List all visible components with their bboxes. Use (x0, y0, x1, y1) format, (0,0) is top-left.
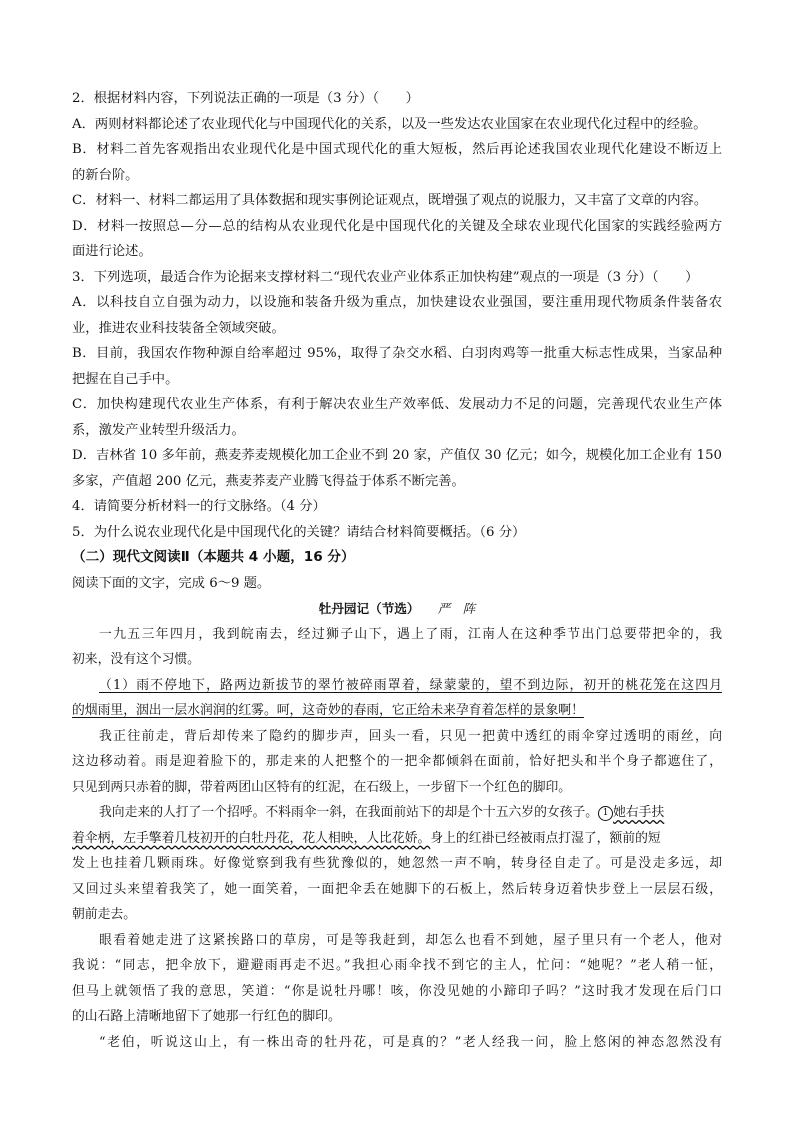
section-instruction: 阅读下面的文字，完成 6～9 题。 (72, 575, 271, 591)
paragraph-4-line: 又回过头来望着我笑了，她一面笑着，一面把伞丢在她脚下的石板上，然后转身迈着快步登上一层层石级， (72, 881, 722, 897)
question-3-option-c: C．加快构建现代农业生产体系，有利于解决农业生产效率低、发展动力不足的问题，完善现代农业生产体 (72, 397, 722, 412)
question-3-option-b-cont: 把握在自己手中。 (72, 371, 179, 387)
underlined-sentence: （1）雨不停地下，路两边新拔节的翠竹被碎雨罩着，绿蒙蒙的，望不到边际，初开的桃花笼在这四月 (99, 677, 722, 693)
paragraph-4-line (72, 826, 722, 852)
question-2-option-a: A．两则材料都论述了农业现代化与中国现代化的关系，以及一些发达农业国家在农业现代化过程中的经验。 (72, 116, 707, 132)
question-3-stem: 3．下列选项，最适合作为论据来支撑材料二“现代农业产业体系正加快构建”观点的一项是（3 分）（ ） (72, 269, 699, 285)
paragraph-4-text: 我向走来的人打了一个招呼。不料雨伞一斜，在我面前站下的却是个十五六岁的女孩子。 (99, 805, 599, 820)
question-3-option-d-cont: 多家，产值超 200 亿元，燕麦荞麦产业腾飞得益于体系不断完善。 (72, 473, 465, 489)
question-2-option-d-cont: 面进行论述。 (72, 244, 152, 259)
story-author: 严 阵 (437, 601, 476, 616)
question-3-option-d: D．吉林省 10 多年前，燕麦荞麦规模化加工企业不到 20 家，产值仅 30 亿元；如今，规模化加工企业有 150 (72, 448, 722, 463)
paragraph-3-line: 这边移动着。雨是迎着脸下的，那走来的人把整个的一把伞都倾斜在面前，恰好把头和半个身子都遮住了， (72, 754, 722, 769)
story-title-line (72, 596, 722, 622)
question-2-option-c: C．材料一、材料二都运用了具体数据和现实事例论证观点，既增强了观点的说服力，又丰富了文章的内容。 (72, 193, 708, 208)
paragraph-5-line: 但马上就领悟了我的意思，笑道：“你是说牡丹哪！咳，你没见她的小蹄印子吗？”这时我才发现在后门口 (72, 983, 722, 999)
wavy-underlined-sentence: 她右手扶 (613, 805, 665, 820)
paragraph-1-line: 初来，没有这个习惯。 (72, 652, 200, 667)
paragraph-4-line: 朝前走去。 (72, 907, 136, 922)
paragraph-3-line: 我正往前走，背后却传来了隐约的脚步声，回头一看，只见一把黄中透红的雨伞穿过透明的雨丝，向 (99, 728, 722, 744)
underlined-sentence: 的烟雨里，洇出一层水润润的红雾。呵，这奇妙的春雨，它正给未来孕育着怎样的景象啊！ (72, 703, 584, 718)
question-3-option-a: A．以科技自立自强为动力，以设施和装备升级为重点，加快建设农业强国，要注重用现代物质条件装备农 (72, 295, 722, 310)
question-3-option-b: B．目前，我国农作物种源自给率超过 95%，取得了杂交水稻、白羽肉鸡等一批重大标志性成果，当家品种 (72, 346, 722, 361)
paragraph-2-line (72, 698, 722, 724)
story-body (72, 622, 722, 1056)
paragraph-3-line: 只见到两只赤着的脚，带着两团山区特有的红泥，在石级上，一步留下一个红色的脚印。 (72, 779, 572, 795)
question-3-option-a-cont: 业，推进农业科技装备全领域突破。 (72, 320, 285, 336)
paragraph-4-line (72, 800, 722, 826)
paragraph-1-line: 一九五三年四月，我到皖南去，经过狮子山下，遇上了雨，江南人在这种季节出门总要带把伞的，我 (99, 626, 722, 642)
paragraph-5-line: 眼看着她走进了这紧挨路口的草房，可是等我赶到，却怎么也看不到她，屋子里只有一个老人，他对 (99, 932, 722, 948)
story-title: 牡丹园记（节选） (318, 601, 420, 616)
paragraph-2-line (72, 673, 722, 699)
annotation-marker: 1 (598, 806, 613, 821)
paragraph-4-text: 身上的红褂已经被雨点打湿了，额前的短 (430, 830, 661, 846)
paragraph-5-line: 的山石路上清晰地留下了她那一行红色的脚印。 (72, 1009, 341, 1024)
exam-page (72, 86, 722, 1055)
question-5: 5．为什么说农业现代化是中国现代化的关键？请结合材料简要概括。（6 分） (72, 524, 526, 540)
question-2-option-b: B．材料二首先客观指出农业现代化是中国式现代化的重大短板，然后再论述我国农业现代化建设不断迈上 (72, 142, 722, 157)
question-2-stem: 2．根据材料内容，下列说法正确的一项是（3 分）（ ） (72, 91, 419, 106)
question-4: 4．请简要分析材料一的行文脉络。（4 分） (72, 499, 326, 514)
question-2-option-b-cont: 的新台阶。 (72, 167, 139, 183)
paragraph-4-line: 发上也挂着几颗雨珠。好像觉察到我有些犹豫似的，她忽然一声不响，转身径自走了。可是没走多远，却 (72, 856, 722, 871)
wavy-underlined-sentence: 着伞柄，左手擎着几枝初开的白牡丹花，花人相映，人比花娇。 (72, 830, 431, 846)
question-2-option-d: D．材料一按照总—分—总的结构从农业现代化是中国现代化的关键及全球农业现代化国家的实践经验两方 (72, 218, 722, 234)
paragraph-5-line: 我说：“同志，把伞放下，避避雨再走不迟。”我担心雨伞找不到它的主人，忙问：“她呢？”老人稍一怔， (72, 958, 722, 973)
paragraph-6-line: “老伯，听说这山上，有一株出奇的牡丹花，可是真的？”老人经我一问，脸上悠闲的神态忽然没有 (99, 1034, 722, 1050)
question-3-option-c-cont: 系，激发产业转型升级活力。 (72, 422, 245, 438)
section-heading: （二）现代文阅读Ⅱ（本题共 4 小题，16 分） (72, 549, 355, 565)
